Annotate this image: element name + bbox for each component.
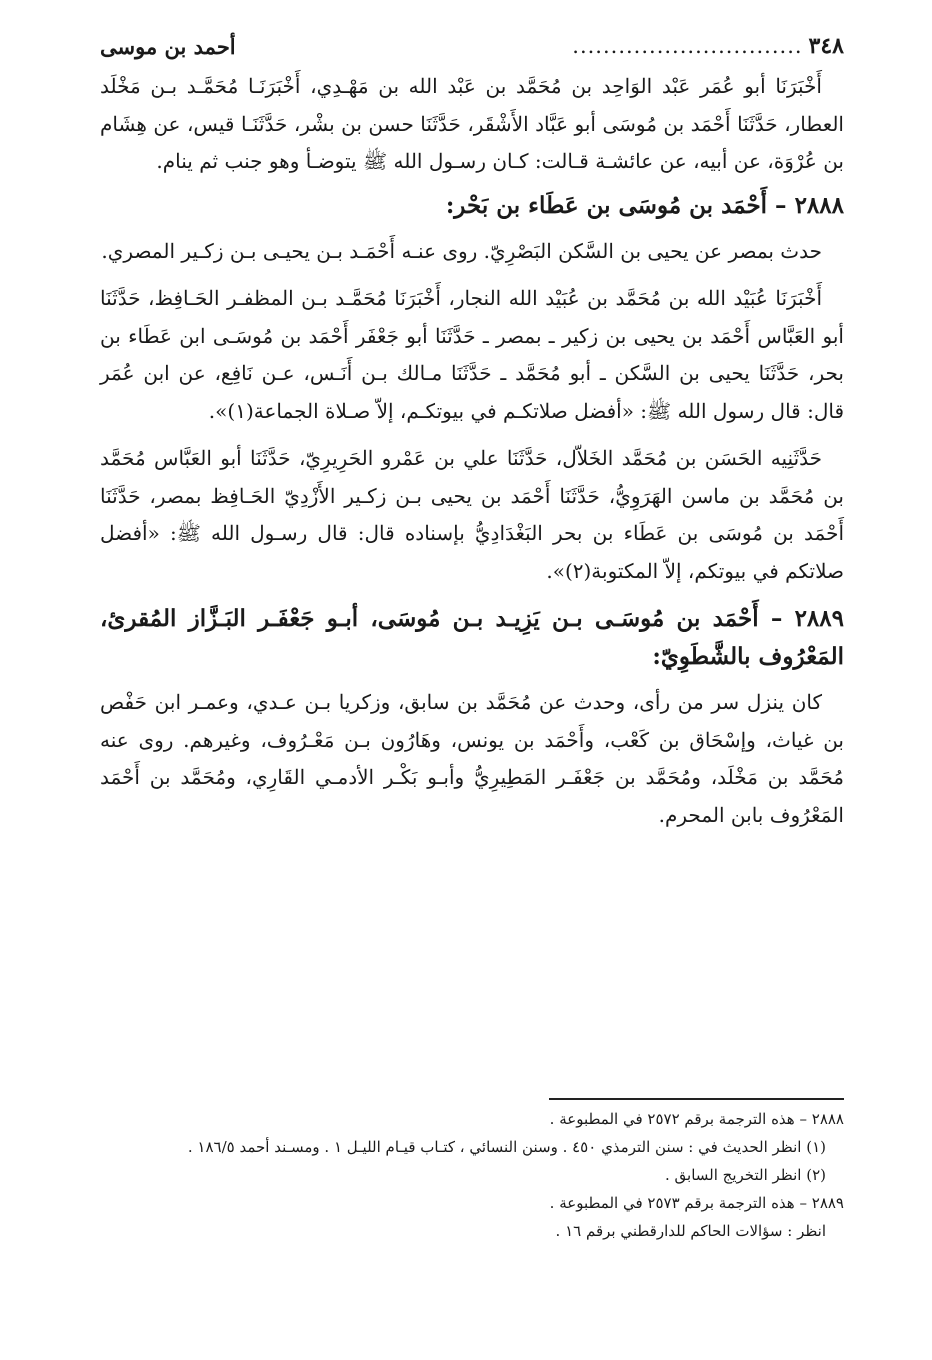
- entry-heading-2889: ٢٨٨٩ – أَحْمَد بن مُوسَـى بـن يَزِيـد بـن مُوسَى، أبـو جَعْفَـر البَـزَّاز المُقرئ، المَعْرُوف بالشَّطَوِيّ:: [100, 605, 844, 670]
- header-leader-dots: ..............................: [572, 34, 803, 58]
- running-title: أحمد بن موسى: [100, 33, 236, 59]
- footnote-2889-source: انظر : سؤالات الحاكم للدارقطني برقم ١٦ .: [555, 1222, 826, 1240]
- footnotes: [100, 1106, 844, 1246]
- paragraph-2888-bio: حدث بمصر عن يحيى بن السَّكن البَصْرِيّ. روى عنـه أَحْمَـد بـن يحيـى بـن زكـير المصري.: [101, 238, 822, 263]
- page-body: [100, 68, 844, 844]
- paragraph-continuation: أَخْبَرَنَا أبو عُمَر عَبْد الوَاحِد بن مُحَمَّد بن عَبْد الله بن مَهْـدِي، أَخْبَرَنَـا مُحَمَّـد بـن مَخْلَد العطار، حَدَّثَنَا أَحْمَد بن مُوسَى أبو عَبَّاد الأَشْقَر، حَدَّثَنَا حسن بن بشْر، حَدَّثَنَـا قيس، عن هِشَام بن عُرْوَة، عن أبيه، عن عائشـة قـالت: كـان رسـول الله ﷺ يتوضـأ وهو جنب ثم ينام.: [100, 74, 844, 173]
- page-header: [100, 28, 844, 64]
- footnote-2889: ٢٨٨٩ – هذه الترجمة برقم ٢٥٧٣ في المطبوعة .: [549, 1194, 844, 1212]
- footnote-separator: [549, 1098, 844, 1100]
- entry-heading-2888: ٢٨٨٨ – أَحْمَد بن مُوسَى بن عَطَاء بن بَحْر:: [445, 191, 844, 219]
- footnote-2888: ٢٨٨٨ – هذه الترجمة برقم ٢٥٧٢ في المطبوعة .: [549, 1110, 844, 1128]
- footnote-2: (٢) انظر التخريج السابق .: [665, 1166, 826, 1184]
- paragraph-2889-bio: كان ينزل سر من رأى، وحدث عن مُحَمَّد بن سابق، وزكريا بـن عـدي، وعمـر ابن حَفْص بن غياث، وإسْحَاق بن كَعْب، وأَحْمَد بن يونس، وهَارُون بـن مَعْـرُوف، وغيرهم. روى عنه مُحَمَّد بن مَخْلَد، ومُحَمَّد بن جَعْفَـر المَطِيرِيُّ وأبـو بَكْـر الأدمـي القَارِي، ومُحَمَّد بن أَحْمَد المَعْرُوف بابن المحرم.: [100, 690, 844, 827]
- paragraph-2888-chain: حَدَّثَنِيه الحَسَن بن مُحَمَّد الخَلاّل، حَدَّثَنَا علي بن عَمْرو الحَرِيرِيّ، حَدَّثَنَا أبو العَبَّاس مُحَمَّد بن مُحَمَّد بن ماسن الهَرَوِيُّ، حَدَّثَنَا أَحْمَد بن يحيى بـن زكـير الأَزْدِيّ الحَـافِظ بمصر، حَدَّثَنَا أَحْمَد بن مُوسَى بن عَطَاء بن بحر البَغْدَادِيُّ بإسناده قال: قال رسـول الله ﷺ: «أفضل صلاتكم في بيوتكم، إلاّ المكتوبة(٢)».: [100, 446, 844, 583]
- paragraph-2888-hadith: أَخْبَرَنَا عُبَيْد الله بن مُحَمَّد بن عُبَيْد الله النجار، أَخْبَرَنَا مُحَمَّـد بـن المظفـر الحَـافِظ، حَدَّثَنَا أبو العَبَّاس أَحْمَد بن يحيى بن زكير ـ بمصر ـ حَدَّثَنَا أبو جَعْفَر أَحْمَد بن مُوسَـى ابن عَطَاء بن بحر، حَدَّثَنَا يحيى بن السَّكن ـ أبو مُحَمَّد ـ حَدَّثَنَا مـالك بـن أَنَـس، عـن نَافِع، عن ابن عُمَر قال: قال رسول الله ﷺ: «أفضل صلاتكـم في بيوتكـم، إلاّ صـلاة الجماعة(١)».: [100, 286, 844, 423]
- footnote-1: (١) انظر الحديث في : سنن الترمذي ٤٥٠ . وسنن النسائي ، كتـاب قيـام الليـل ١ . ومسـند أحمد ١٨٦/٥ .: [187, 1138, 826, 1156]
- page-number: ٣٤٨: [808, 33, 844, 59]
